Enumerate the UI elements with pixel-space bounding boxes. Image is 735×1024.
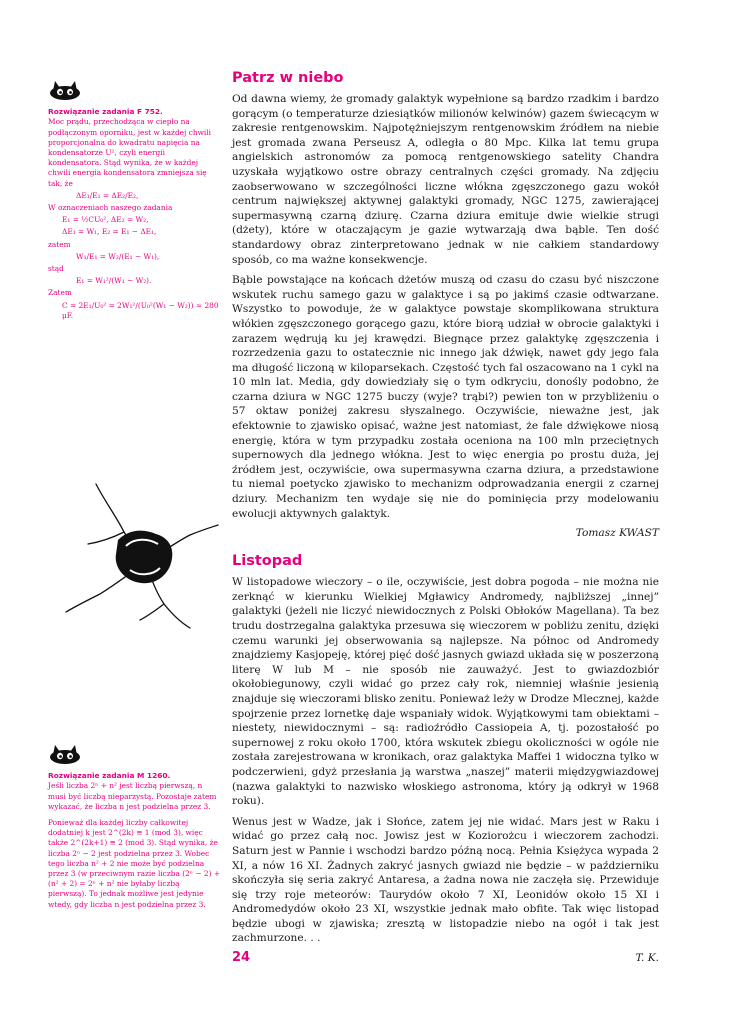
equation: E₁ = W₁²/(W₁ − W₂). [76, 276, 152, 286]
article-title: Listopad [232, 553, 303, 570]
solution-text: stąd [48, 264, 64, 274]
solution-text: Moc prądu, przechodząca w ciepło na podłączonym oporniku, jest w każdej chwili proporcjonalna do kwadratu napięcia na kondensatorze U², czyli energii kondensatora. Stąd wynika, że w każdej chwili energia kondensatora zmniejsza się tak, że [48, 117, 212, 188]
solution-text: zatem [48, 239, 71, 249]
article-author: Tomasz KWAST [575, 527, 659, 540]
galaxy-filaments-illustration [60, 480, 220, 634]
equation: E₁ = ½CU₀², ΔE₂ = W₂, [62, 215, 149, 225]
cat-icon [48, 742, 220, 767]
article-author: T. K. [635, 952, 659, 965]
article-paragraph: Wenus jest w Wadze, jak i Słońce, zatem jej nie widać. Mars jest w Raku i widać go przez całą noc. Jowisz jest w Koziorożcu i wieczorem zachodzi. Saturn jest w Pannie i wschodzi bardzo późną nocą. Pełnia Księżyca wypada 2 XI, a nów 16 XI. Żadnych zakryć jasnych gwiazd nie będzie – w październiku skończyła się seria zakryć Antaresa, a żadna nowa nie zaczęła się. Przewiduje się trzy roje meteorów: Taurydów około 7 XI, Leonidów około 15 XI i Andromedydów około 23 XI, wszystkie jednak mało obfite. Tak więc listopad będzie ubogi w zjawiska; zresztą w listopadzie niebo na ogół i tak jest zachmurzone. . . [232, 815, 659, 945]
solution-text [48, 771, 220, 781]
solution-text: W oznaczeniach naszego zadania [48, 203, 173, 213]
solution-text: Zatem [48, 288, 72, 298]
solution-heading: Rozwiązanie zadania F 752. [48, 107, 163, 117]
solution-text: Jeśli liczba 2ⁿ + n² jest liczbą pierwszą, n musi być liczbą nieparzystą. Pozostaje zatem wykazać, że liczba n jest podzielna przez 3. [48, 781, 217, 811]
cat-icon [48, 78, 220, 103]
equation: C = 2E₁/U₀² = 2W₁²/(U₀²(W₁ − W₂)) ≈ 280 μF. [62, 300, 219, 320]
sidebar-solution-f752 [48, 78, 220, 323]
sidebar-solution-m1260 [48, 742, 220, 916]
equation: ΔE₁ = W₁, E₂ = E₁ − ΔE₁, [62, 227, 157, 237]
equation: ΔE₁/E₁ = ΔE₂/E₂, [76, 190, 139, 200]
article-paragraph: Bąble powstające na końcach dżetów muszą od czasu do czasu być niszczone wskutek ruchu samego gazu w galaktyce i są po jakimś czasie odtwarzane. Wszystko to powoduje, że w galaktyce powstaje skomplikowana struktura włókien zgęszczonego gorącego gazu, które biorą udział w obrocie galaktyki i zarazem wędrują ku jej krawędzi. Biegnące przez galaktykę zgęszczenia i rozrzedzenia gazu to ostatecznie nic innego jak dźwięk, nawet gdy jego fala ma długość liczoną w kiloparsekach. Częstość tych fal oszacowano na 1 cykl na 10 mln lat. Media, gdy dowiedziały się o tym odkryciu, donośly podobno, że czarna dziura w NGC 1275 buczy (wyje? trąbi?) pewien ton w przybliżeniu o 57 oktaw poniżej zakresu słyszalnego. Oczywiście, nieważne jest, jak efektownie to zjawisko opisać, ważne jest natomiast, że fale dźwiękowe niosą energię, która w tym przypadku została oceniona na 100 mln przeciętnych supernowych dla jednego włókna. Jest to więc energia po prostu duża, jej źródłem jest, oczywiście, owa supermasywna czarna dziura, a przedstawione tu niemal poetycko zjawisko to mechanizm odprowadzania energii z czarnej dziury. Mechanizm ten wydaje się nie do pominięcia przy modelowaniu ewolucji aktywnych galaktyk. [232, 274, 659, 520]
main-column [232, 70, 659, 978]
solution-heading: Rozwiązanie zadania M 1260. [48, 771, 171, 781]
solution-text: Ponieważ dla każdej liczby całkowitej dodatniej k jest 2^(2k) ≡ 1 (mod 3), więc także 2^(2k+1) ≡ 2 (mod 3). Stąd wynika, że liczba 2ⁿ − 2 jest podzielna przez 3. Wobec tego liczba n² + 2 nie może być podzielna przez 3 (w przeciwnym razie liczba (2ⁿ − 2) + (n² + 2) = 2ⁿ + n² nie byłaby liczbą pierwszą). To jednak możliwe jest jedynie wtedy, gdy liczba n jest podzielna przez 3. [48, 818, 221, 909]
article-paragraph: Od dawna wiemy, że gromady galaktyk wypełnione są bardzo rzadkim i bardzo gorącym (o temperaturze dziesiątków milionów kelwinów) gazem świecącym w zakresie rentgenowskim. Najpotężniejszym rentgenowskim źródłem na niebie jest gromada zwana Perseusz A, odległa o 80 Mpc. Kilka lat temu grupa angielskich astronomów za pomocą rentgenowskiego satelity Chandra uzyskała wyjątkowo ostre obrazy centralnych części gromady. Na zdjęciu zaobserwowano w szczególności liczne włókna zgęszczonego gazu wokół centrum największej aktywnej galaktyki gromady, NGC 1275, zawierającej supermasywną czarną dziurę. Czarna dziura emituje dwie wielkie strugi (dżety), które w otaczającym je gazie wytwarzają dwa bąble. Ten dość standardowy obraz zinterpretowano jednak w nie całkiem standardowy sposób, co ma ważne konsekwencje. [232, 93, 659, 266]
page-number: 24 [232, 950, 251, 965]
article-paragraph: W listopadowe wieczory – o ile, oczywiście, jest dobra pogoda – nie można nie zerknąć w kierunku Wielkiej Mgławicy Andromedy, najbliższej „innej” galaktyki (jeżeli nie liczyć niewidocznych z Polski Obłoków Magellana). Ta bez trudu dostrzegalna galaktyka przesuwa się wieczorem w pobliżu zenitu, dzięki czemu warunki jej obserwowania są najlepsze. Na północ od Andromedy znajdziemy Kasjopeję, której pięć dość jasnych gwiazd układa się w poszerzoną literę W lub M – nie sposób nie zauważyć. Jest to gwiazdozbiór okołobiegunowy, czyli widać go przez cały rok, niemniej właśnie jesienią znajduje się wieczorami blisko zenitu. Ponieważ leży w Drodze Mlecznej, każde spojrzenie przez lornetkę daje wspaniały widok. Wyjątkowymi tam obiektami – niestety, niewidocznymi – są: radioźródło Cassiopeia A, tj. pozostałość po supernowej z roku około 1700, która wskutek zbiegu okoliczności w ogóle nie została zarejestrowana w kronikach, oraz galaktyka Maffei 1 widoczna tylko w podczerwieni, gdyż przesłania ją warstwa „naszej” materii międzygwiazdowej (nazwa galaktyki to nazwisko włoskiego astronoma, który ją odkrył w 1968 roku). [232, 576, 659, 808]
article-title: Patrz w niebo [232, 70, 344, 86]
equation: W₁/E₁ = W₂/(E₁ − W₁), [76, 251, 160, 261]
